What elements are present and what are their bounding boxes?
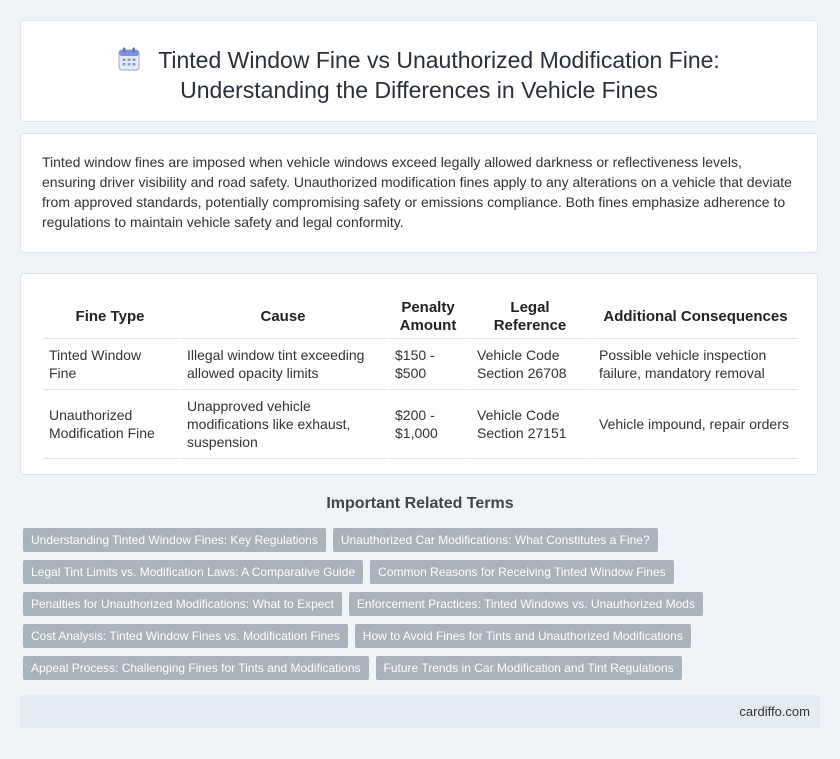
cell-additional-consequences: Vehicle impound, repair orders <box>593 390 798 459</box>
related-term-tag[interactable]: Enforcement Practices: Tinted Windows vs. Unauthorized Mods <box>349 592 703 616</box>
header-card <box>20 20 818 122</box>
related-term-tag[interactable]: Understanding Tinted Window Fines: Key Regulations <box>23 528 326 552</box>
related-term-tag[interactable]: Legal Tint Limits vs. Modification Laws: A Comparative Guide <box>23 560 363 584</box>
tag-row <box>23 624 813 656</box>
tag-row <box>23 528 813 560</box>
cell-cause: Illegal window tint exceeding allowed opacity limits <box>181 339 389 390</box>
related-term-tag[interactable]: Appeal Process: Challenging Fines for Tints and Modifications <box>23 656 369 680</box>
table-row <box>43 390 798 459</box>
related-term-tag[interactable]: Common Reasons for Receiving Tinted Window Fines <box>370 560 673 584</box>
related-term-tag[interactable]: Penalties for Unauthorized Modifications: What to Expect <box>23 592 342 616</box>
cell-legal-reference: Vehicle Code Section 27151 <box>471 390 593 459</box>
table-header-row <box>43 294 798 339</box>
cell-penalty-amount: $150 - $500 <box>389 339 471 390</box>
header-legal-reference: Legal Reference <box>471 294 593 339</box>
cell-cause: Unapproved vehicle modifications like exhaust, suspension <box>181 390 389 459</box>
related-term-tag[interactable]: How to Avoid Fines for Tints and Unauthorized Modifications <box>355 624 691 648</box>
comparison-table <box>43 294 798 459</box>
title-block <box>21 45 817 105</box>
cell-additional-consequences: Possible vehicle inspection failure, mandatory removal <box>593 339 798 390</box>
cell-fine-type: Tinted Window Fine <box>43 339 181 390</box>
related-terms-title: Important Related Terms <box>326 495 514 512</box>
footer-site-link[interactable]: cardiffo.com <box>739 704 810 719</box>
calendar-icon <box>118 47 140 71</box>
header-cause: Cause <box>181 294 389 339</box>
related-terms-list <box>23 528 813 688</box>
table-row <box>43 339 798 390</box>
cell-fine-type: Unauthorized Modification Fine <box>43 390 181 459</box>
tag-row <box>23 560 813 592</box>
related-term-tag[interactable]: Cost Analysis: Tinted Window Fines vs. Modification Fines <box>23 624 348 648</box>
header-fine-type: Fine Type <box>43 294 181 339</box>
footer <box>20 695 820 728</box>
tag-row <box>23 592 813 624</box>
title-line-2: Understanding the Differences in Vehicle Fines <box>180 77 658 103</box>
related-term-tag[interactable]: Future Trends in Car Modification and Tint Regulations <box>376 656 682 680</box>
page-title <box>118 45 720 105</box>
table-card <box>20 273 818 475</box>
tag-row <box>23 656 813 688</box>
intro-paragraph: Tinted window fines are imposed when vehicle windows exceed legally allowed darkness or reflectiveness levels, ensuring driver visibility and road safety. Unauthorized modification fines apply to any alterations on a vehicle that deviate from approved standards, potentially compromising safety or emissions compliance. Both fines emphasize adherence to regulations to maintain vehicle safety and legal conformity. <box>42 154 792 230</box>
intro-card <box>20 133 818 253</box>
cell-legal-reference: Vehicle Code Section 26708 <box>471 339 593 390</box>
header-penalty-amount: Penalty Amount <box>389 294 471 339</box>
related-term-tag[interactable]: Unauthorized Car Modifications: What Constitutes a Fine? <box>333 528 658 552</box>
title-line-1: Tinted Window Fine vs Unauthorized Modification Fine: <box>158 47 720 73</box>
cell-penalty-amount: $200 - $1,000 <box>389 390 471 459</box>
header-additional-consequences: Additional Consequences <box>593 294 798 339</box>
